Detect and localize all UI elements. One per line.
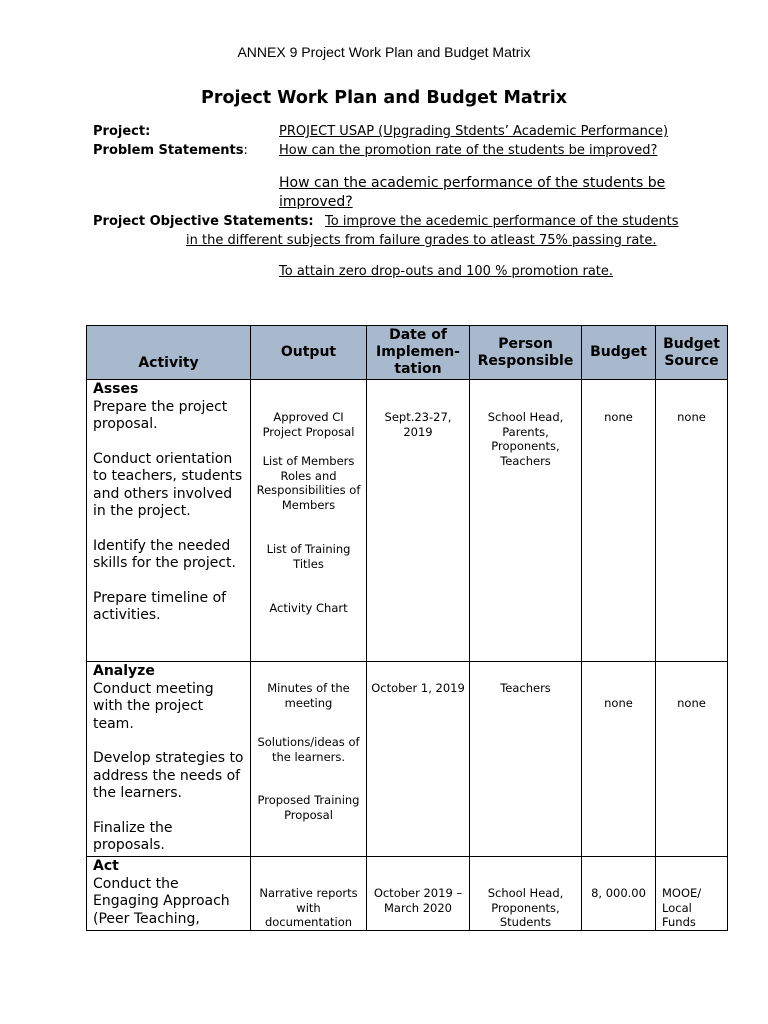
output-item: List of Members Roles and Responsibilities of Members [256, 454, 361, 512]
activity-item: Prepare the project proposal. [93, 398, 228, 432]
activity-item: Conduct the Engaging Approach (Peer Teaching, [93, 875, 230, 927]
activity-item: Develop strategies to address the needs of the learners. [93, 750, 244, 801]
problem-statements-label: Problem Statements: [93, 143, 248, 158]
objective-statement-1-line2: in the different subjects from failure grades to atleast 75% passing rate. [186, 233, 657, 248]
header-budget-source: Budget Source [656, 326, 728, 380]
table-header-row [87, 326, 728, 380]
table-row [87, 857, 728, 931]
objective-statement-2: To attain zero drop-outs and 100 % promotion rate. [279, 264, 614, 279]
phase-label: Asses [93, 381, 139, 397]
phase-label: Analyze [93, 663, 155, 679]
table-row [87, 380, 728, 662]
budget-cell: none [582, 380, 656, 662]
header-budget: Budget [582, 326, 656, 380]
output-item: Approved CI Project Proposal [262, 410, 355, 439]
output-item: List of Training Titles [266, 542, 351, 571]
activity-item: Finalize the proposals. [93, 819, 173, 853]
project-label: Project: [93, 124, 151, 139]
activity-item: Conduct orientation to teachers, students and others involved in the project. [93, 450, 243, 519]
output-item: Minutes of the meeting [267, 681, 350, 710]
document-title: Project Work Plan and Budget Matrix [201, 88, 567, 108]
activity-cell [87, 380, 251, 662]
problem-statement-2-line2: improved? [279, 194, 353, 210]
annex-heading: ANNEX 9 Project Work Plan and Budget Matrix [237, 44, 531, 60]
date-cell: October 2019 – March 2020 [367, 857, 470, 931]
problem-statement-1: How can the promotion rate of the students be improved? [279, 143, 658, 158]
output-item: Solutions/ideas of the learners. [257, 735, 360, 764]
header-activity: Activity [87, 326, 251, 380]
phase-label: Act [93, 858, 119, 874]
activity-item: Identify the needed skills for the project. [93, 537, 236, 571]
output-cell [251, 857, 367, 931]
person-cell: School Head, Parents, Proponents, Teachers [470, 380, 582, 662]
objective-statement-1-line1: To improve the acedemic performance of the students [325, 214, 679, 229]
header-person-responsible: Person Responsible [470, 326, 582, 380]
table-row [87, 662, 728, 857]
budget-source-cell: none [656, 380, 728, 662]
output-cell [251, 380, 367, 662]
output-item: Narrative reports with documentation [259, 886, 358, 929]
budget-source-cell: MOOE/ Local Funds [656, 857, 728, 931]
budget-cell: none [582, 662, 656, 857]
budget-source-cell: none [656, 662, 728, 857]
activity-cell [87, 662, 251, 857]
output-item: Proposed Training Proposal [257, 793, 360, 822]
header-date: Date of Implemen-tation [367, 326, 470, 380]
activity-item: Prepare timeline of activities. [93, 589, 227, 623]
problem-statement-2-line1: How can the academic performance of the students be [279, 175, 666, 191]
work-plan-table [86, 325, 728, 931]
activity-item: Conduct meeting with the project team. [93, 680, 214, 732]
activity-cell [87, 857, 251, 931]
objective-statements-label: Project Objective Statements: [93, 214, 314, 229]
person-cell: School Head, Proponents, Students [470, 857, 582, 931]
person-cell: Teachers [470, 662, 582, 857]
header-output: Output [251, 326, 367, 380]
output-cell [251, 662, 367, 857]
budget-cell: 8, 000.00 [582, 857, 656, 931]
project-value: PROJECT USAP (Upgrading Stdents’ Academic Performance) [279, 124, 669, 139]
date-cell: Sept.23-27, 2019 [367, 380, 470, 662]
date-cell: October 1, 2019 [367, 662, 470, 857]
output-item: Activity Chart [269, 601, 348, 615]
